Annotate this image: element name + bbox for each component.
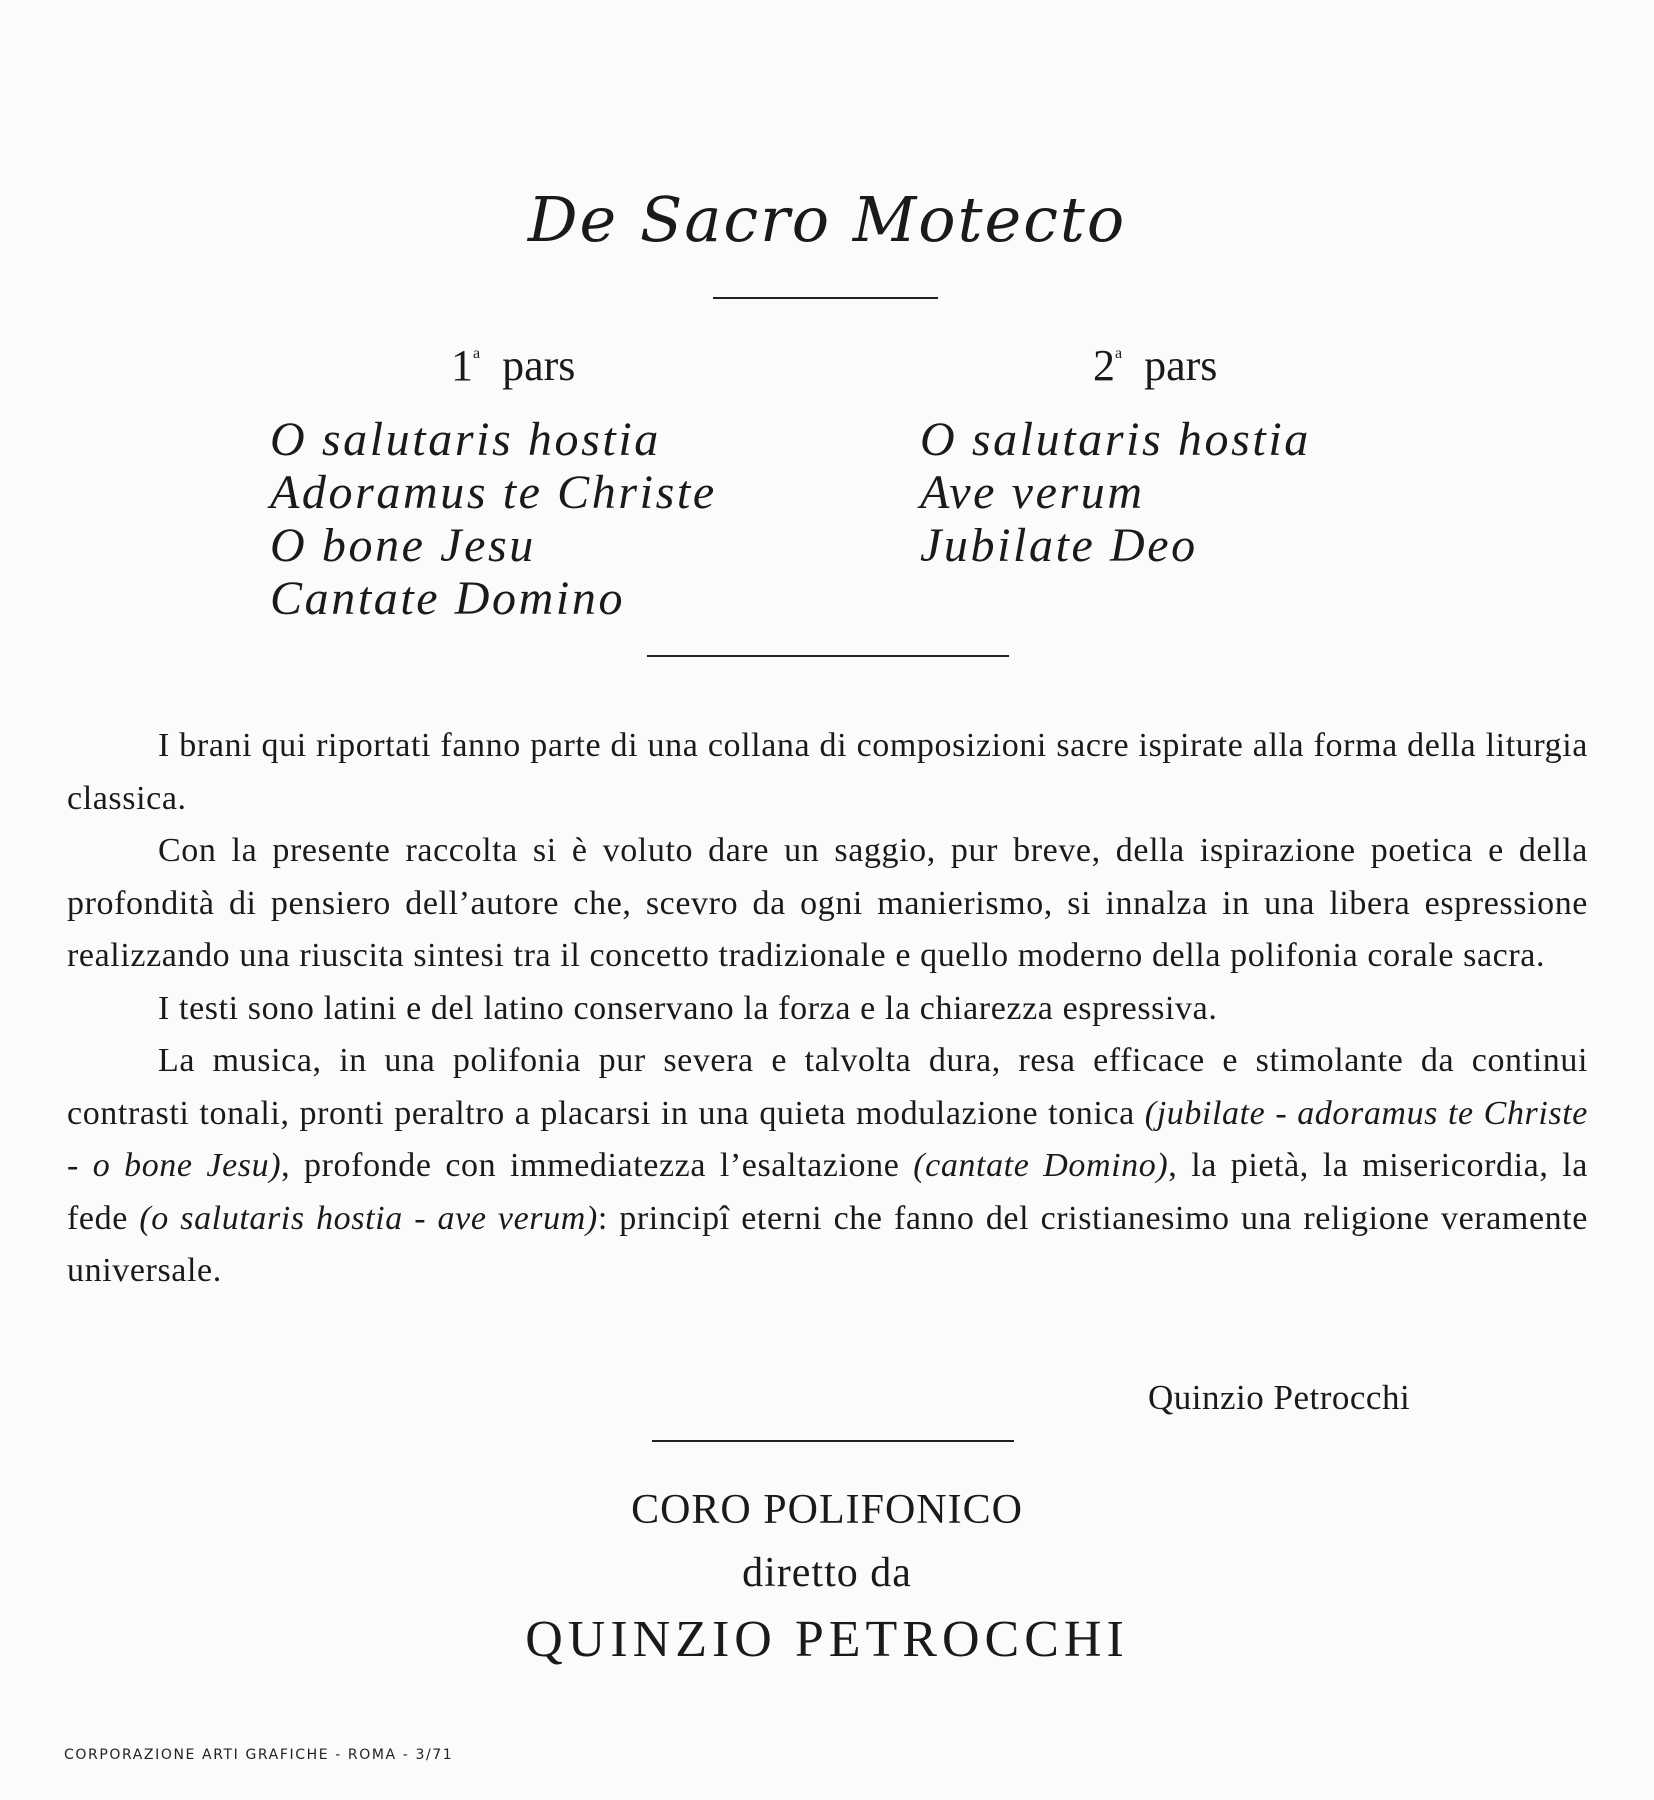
part2-heading [1093, 340, 1217, 391]
choir-name: CORO POLIFONICO [631, 1487, 1023, 1533]
part1-number: 1 [451, 341, 473, 390]
part1-label: pars [502, 341, 576, 390]
part1-item: Cantate Domino [270, 572, 626, 625]
italic-text-run: (cantate Domino) [913, 1147, 1169, 1184]
page-title: De Sacro Motecto [527, 183, 1127, 256]
part1-list [270, 413, 717, 625]
author-signature: Quinzio Petrocchi [1148, 1378, 1411, 1417]
paragraph [67, 1035, 1588, 1298]
part2-sup: a [1115, 345, 1123, 362]
part1-item: O bone Jesu [270, 519, 536, 572]
choir-director-label: diretto da [742, 1550, 912, 1596]
part2-label: pars [1144, 341, 1218, 390]
text-run: : principî eterni che fanno del cristianesimo una religione veramente universale. [67, 1199, 1588, 1289]
choir-director-name: QUINZIO PETROCCHI [525, 1611, 1129, 1668]
footer-divider [652, 1440, 1014, 1442]
title-divider [713, 297, 938, 299]
italic-text-run: (jubilate - adoramus te Christe - o bone Jesu) [67, 1094, 1588, 1184]
text-run: , la pietà, la misericordia, la fede [67, 1147, 1588, 1237]
italic-text-run: (o salutaris hostia - ave verum) [139, 1199, 598, 1237]
paragraph: I brani qui riportati fanno parte di una collana di composizioni sacre ispirate alla forma della liturgia classica. [67, 727, 1588, 817]
part1-item: Adoramus te Christe [270, 466, 717, 519]
printer-imprint: CORPORAZIONE ARTI GRAFICHE - ROMA - 3/71 [64, 1747, 454, 1763]
part2-list [920, 413, 1311, 572]
paragraph: Con la presente raccolta si è voluto dare un saggio, pur breve, della ispirazione poetica e della profondità di pensiero dell’autore che, scevro da ogni manierismo, si innalza in una libera espressione realizzando una riuscita sintesi tra il concetto tradizionale e quello moderno della polifonia corale sacra. [67, 832, 1588, 974]
text-run: , profonde con immediatezza l’esaltazione [281, 1147, 914, 1184]
text-run: La musica, in una polifonia pur severa e talvolta dura, resa efficace e stimolante da continui contrasti tonali, pronti peraltro a placarsi in una quieta modulazione tonica [67, 1042, 1588, 1132]
part2-item: Jubilate Deo [920, 519, 1198, 572]
section-divider [647, 655, 1009, 657]
part2-item: O salutaris hostia [920, 413, 1311, 466]
part1-item: O salutaris hostia [270, 413, 661, 466]
part2-number: 2 [1093, 341, 1115, 390]
part1-sup: a [473, 345, 481, 362]
paragraph: I testi sono latini e del latino conservano la forza e la chiarezza espressiva. [158, 989, 1218, 1027]
part2-item: Ave verum [920, 466, 1145, 519]
description-text [67, 720, 1588, 1298]
part1-heading [451, 340, 575, 391]
